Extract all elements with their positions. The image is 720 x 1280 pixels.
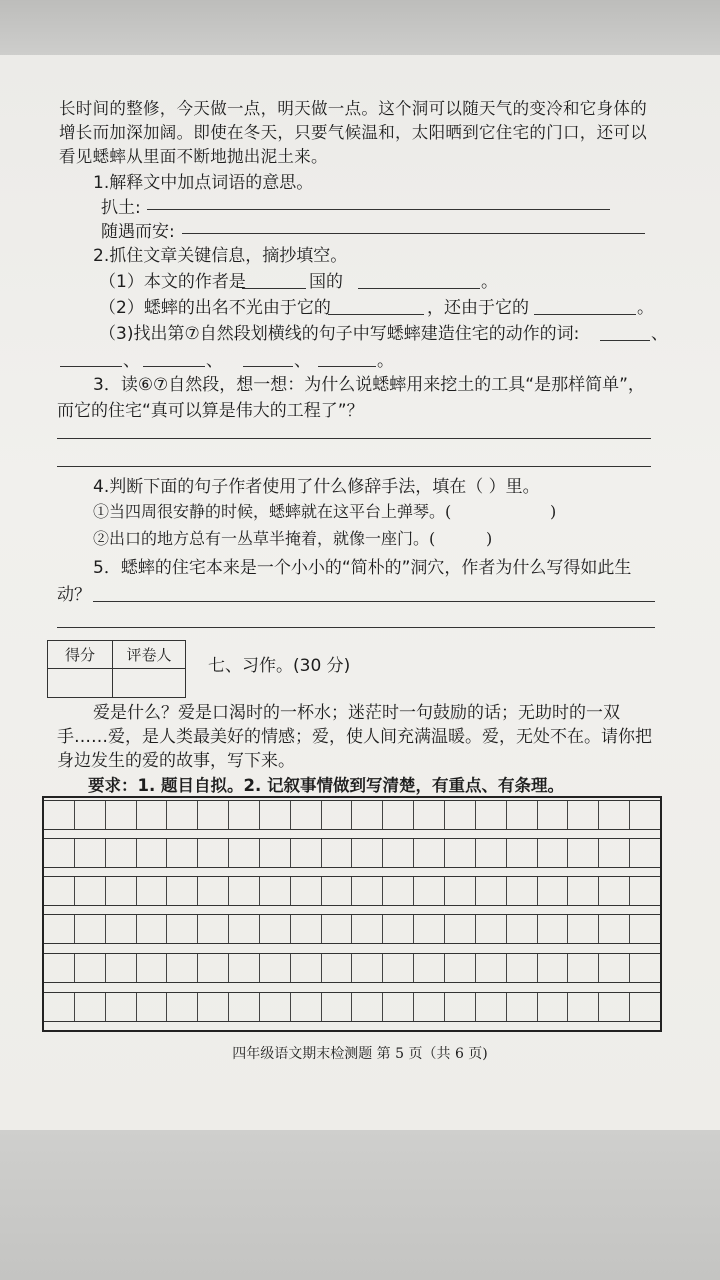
q4-sentence-1: ①当四周很安静的时候，蟋蟀就在这平台上弹琴。( [93, 502, 452, 521]
grid-cell[interactable] [106, 954, 137, 982]
grid-cell[interactable] [291, 993, 322, 1021]
grid-cell[interactable] [476, 993, 507, 1021]
grid-cell[interactable] [322, 915, 353, 943]
grid-cell[interactable] [599, 839, 630, 867]
grid-cell[interactable] [414, 915, 445, 943]
grid-cell[interactable] [445, 993, 476, 1021]
answer-line[interactable] [57, 466, 651, 467]
grid-cell[interactable] [75, 954, 106, 982]
grid-cell[interactable] [291, 877, 322, 905]
grid-cell[interactable] [260, 877, 291, 905]
question-2-title: 2.抓住文章关键信息，摘抄填空。 [93, 246, 348, 266]
question-1-title: 1.解释文中加点词语的意思。 [93, 173, 314, 193]
grid-cell[interactable] [322, 801, 353, 829]
grid-row[interactable] [44, 800, 660, 830]
grid-cell[interactable] [538, 839, 569, 867]
grid-cell[interactable] [507, 915, 538, 943]
grid-cell[interactable] [75, 915, 106, 943]
grid-cell[interactable] [167, 801, 198, 829]
grid-cell[interactable] [75, 877, 106, 905]
grid-cell[interactable] [538, 954, 569, 982]
grid-cell[interactable] [445, 877, 476, 905]
answer-line[interactable] [358, 288, 480, 289]
answer-line[interactable] [93, 601, 655, 602]
grid-cell[interactable] [352, 839, 383, 867]
separator: 、 [206, 351, 223, 371]
grid-cell[interactable] [352, 801, 383, 829]
grid-cell[interactable] [568, 877, 599, 905]
grid-cell[interactable] [198, 839, 229, 867]
grid-cell[interactable] [229, 954, 260, 982]
passage-line: 长时间的整修，今天做一点，明天做一点。这个洞可以随天气的变冷和它身体的 [59, 99, 647, 118]
prompt-line: 身边发生的爱的故事，写下来。 [57, 751, 295, 771]
q2-part3-label: （3)找出第⑦自然段划横线的句子中写蟋蟀建造住宅的动作的词: [99, 324, 580, 344]
answer-line[interactable] [243, 366, 293, 367]
q2-part1-label: 。 [481, 272, 498, 292]
grid-cell[interactable] [476, 877, 507, 905]
grid-cell[interactable] [44, 915, 75, 943]
grid-cell[interactable] [507, 877, 538, 905]
grid-cell[interactable] [167, 839, 198, 867]
grid-cell[interactable] [414, 839, 445, 867]
q4-sentence-1-close: ) [550, 502, 557, 521]
writing-grid[interactable] [42, 796, 662, 1032]
grid-row[interactable] [44, 876, 660, 906]
grid-cell[interactable] [538, 877, 569, 905]
grid-cell[interactable] [383, 877, 414, 905]
score-box [47, 640, 186, 698]
grid-cell[interactable] [229, 801, 260, 829]
grid-cell[interactable] [568, 954, 599, 982]
answer-line[interactable] [143, 366, 205, 367]
grid-cell[interactable] [198, 877, 229, 905]
grid-cell[interactable] [44, 801, 75, 829]
grader-label: 评卷人 [126, 646, 172, 664]
grid-cell[interactable] [260, 993, 291, 1021]
grid-cell[interactable] [167, 915, 198, 943]
grid-cell[interactable] [106, 915, 137, 943]
grid-cell[interactable] [322, 954, 353, 982]
grid-cell[interactable] [137, 839, 168, 867]
answer-line[interactable] [600, 340, 650, 341]
grid-cell[interactable] [352, 993, 383, 1021]
grid-row[interactable] [44, 953, 660, 983]
grid-cell[interactable] [198, 801, 229, 829]
grid-cell[interactable] [44, 877, 75, 905]
grid-cell[interactable] [106, 877, 137, 905]
answer-line[interactable] [57, 438, 651, 439]
grid-cell[interactable] [630, 839, 660, 867]
grid-cell[interactable] [507, 801, 538, 829]
q2-part2-label: 。 [637, 298, 654, 318]
grid-cell[interactable] [291, 839, 322, 867]
grid-cell[interactable] [538, 801, 569, 829]
grid-cell[interactable] [568, 839, 599, 867]
q2-part1-label: （1）本文的作者是 [99, 272, 246, 292]
grid-cell[interactable] [198, 954, 229, 982]
score-label: 得分 [64, 646, 95, 664]
grid-cell[interactable] [322, 877, 353, 905]
grid-cell[interactable] [198, 993, 229, 1021]
q1-item-label: 扒土: [101, 198, 141, 218]
grid-cell[interactable] [106, 993, 137, 1021]
grid-cell[interactable] [383, 801, 414, 829]
grid-cell[interactable] [414, 877, 445, 905]
page-footer: 四年级语文期末检测题 第 5 页（共 6 页) [232, 1046, 488, 1062]
grid-cell[interactable] [476, 801, 507, 829]
grid-cell[interactable] [599, 915, 630, 943]
answer-line[interactable] [534, 314, 636, 315]
separator: 、 [123, 351, 140, 371]
grid-cell[interactable] [44, 839, 75, 867]
q1-item-label: 随遇而安: [101, 222, 175, 242]
section-7-title: 七、习作。(30 分) [208, 656, 351, 676]
passage-line: 看见蟋蟀从里面不断地抛出泥土来。 [59, 147, 328, 166]
grid-cell[interactable] [291, 801, 322, 829]
grid-cell[interactable] [599, 877, 630, 905]
grid-row[interactable] [44, 838, 660, 868]
grid-cell[interactable] [507, 993, 538, 1021]
grid-cell[interactable] [291, 954, 322, 982]
grid-cell[interactable] [137, 877, 168, 905]
grid-cell[interactable] [538, 993, 569, 1021]
answer-line[interactable] [60, 366, 122, 367]
answer-line[interactable] [182, 233, 645, 234]
grid-row[interactable] [44, 914, 660, 944]
grid-cell[interactable] [568, 915, 599, 943]
grid-cell[interactable] [106, 801, 137, 829]
grid-cell[interactable] [445, 915, 476, 943]
grid-cell[interactable] [445, 801, 476, 829]
table-surface-top [0, 0, 720, 60]
grid-cell[interactable] [414, 954, 445, 982]
separator: 、 [651, 324, 668, 344]
passage-line: 增长而加深加阔。即使在冬天，只要气候温和，太阳晒到它住宅的门口，还可以 [59, 123, 647, 142]
grid-cell[interactable] [167, 993, 198, 1021]
grid-cell[interactable] [599, 993, 630, 1021]
grid-cell[interactable] [137, 801, 168, 829]
grid-cell[interactable] [630, 801, 660, 829]
grid-cell[interactable] [538, 915, 569, 943]
grid-cell[interactable] [137, 915, 168, 943]
grid-cell[interactable] [630, 915, 660, 943]
grid-cell[interactable] [352, 877, 383, 905]
grid-cell[interactable] [352, 954, 383, 982]
question-3-line: 而它的住宅“真可以算是伟大的工程了”？ [57, 401, 364, 421]
grid-cell[interactable] [75, 839, 106, 867]
q4-sentence-2: ②出口的地方总有一丛草半掩着，就像一座门。( [93, 529, 436, 548]
q2-part2-label: （2）蟋蟀的出名不光由于它的 [99, 298, 331, 318]
question-5-line: 5．蟋蟀的住宅本来是一个小小的“简朴的”洞穴，作者为什么写得如此生 [93, 558, 632, 578]
grid-cell[interactable] [75, 993, 106, 1021]
grid-cell[interactable] [445, 839, 476, 867]
answer-line[interactable] [242, 288, 306, 289]
grid-cell[interactable] [44, 993, 75, 1021]
grid-cell[interactable] [414, 801, 445, 829]
grid-cell[interactable] [507, 954, 538, 982]
question-5-line: 动？ [57, 585, 91, 605]
answer-line[interactable] [318, 366, 376, 367]
grid-cell[interactable] [260, 915, 291, 943]
grid-cell[interactable] [322, 839, 353, 867]
grid-cell[interactable] [507, 839, 538, 867]
q2-part2-label: ，还由于它的 [427, 298, 529, 318]
grid-cell[interactable] [476, 954, 507, 982]
grid-cell[interactable] [352, 915, 383, 943]
table-surface-bottom [0, 1130, 720, 1280]
grid-cell[interactable] [198, 915, 229, 943]
grid-cell[interactable] [260, 801, 291, 829]
grid-cell[interactable] [229, 915, 260, 943]
prompt-line: 手……爱，是人类最美好的情感；爱，使人间充满温暖。爱，无处不在。请你把 [57, 727, 652, 747]
grid-cell[interactable] [476, 839, 507, 867]
grid-cell[interactable] [383, 915, 414, 943]
separator: 、 [294, 351, 311, 371]
answer-line[interactable] [147, 209, 610, 210]
grid-cell[interactable] [260, 839, 291, 867]
grid-cell[interactable] [568, 993, 599, 1021]
grid-cell[interactable] [445, 954, 476, 982]
requirements: 要求：1. 题目自拟。2. 记叙事情做到写清楚，有重点、有条理。 [88, 776, 564, 795]
grid-cell[interactable] [137, 993, 168, 1021]
grid-cell[interactable] [291, 915, 322, 943]
grid-cell[interactable] [630, 993, 660, 1021]
grid-cell[interactable] [630, 877, 660, 905]
grid-cell[interactable] [260, 954, 291, 982]
grid-cell[interactable] [476, 915, 507, 943]
grid-row[interactable] [44, 992, 660, 1022]
grid-cell[interactable] [137, 954, 168, 982]
grid-cell[interactable] [229, 839, 260, 867]
grid-cell[interactable] [106, 839, 137, 867]
grid-cell[interactable] [599, 801, 630, 829]
prompt-line: 爱是什么？爱是口渴时的一杯水；迷茫时一句鼓励的话；无助时的一双 [93, 703, 620, 723]
grid-cell[interactable] [383, 993, 414, 1021]
answer-line[interactable] [57, 627, 655, 628]
grid-cell[interactable] [167, 954, 198, 982]
grid-cell[interactable] [568, 801, 599, 829]
grid-cell[interactable] [229, 993, 260, 1021]
grid-cell[interactable] [75, 801, 106, 829]
question-3-line: 3．读⑥⑦自然段，想一想：为什么说蟋蟀用来挖土的工具“是那样简单”， [93, 375, 645, 395]
answer-line[interactable] [328, 314, 424, 315]
question-4-title: 4.判断下面的句子作者使用了什么修辞手法，填在（ ）里。 [93, 477, 540, 497]
grid-cell[interactable] [630, 954, 660, 982]
grid-cell[interactable] [414, 993, 445, 1021]
period: 。 [377, 351, 394, 371]
grid-cell[interactable] [44, 954, 75, 982]
grid-cell[interactable] [383, 839, 414, 867]
grid-cell[interactable] [599, 954, 630, 982]
q4-sentence-2-close: ) [486, 529, 493, 548]
grid-cell[interactable] [167, 877, 198, 905]
grid-cell[interactable] [229, 877, 260, 905]
grid-cell[interactable] [383, 954, 414, 982]
q2-part1-label: 国的 [309, 272, 343, 292]
grid-cell[interactable] [322, 993, 353, 1021]
